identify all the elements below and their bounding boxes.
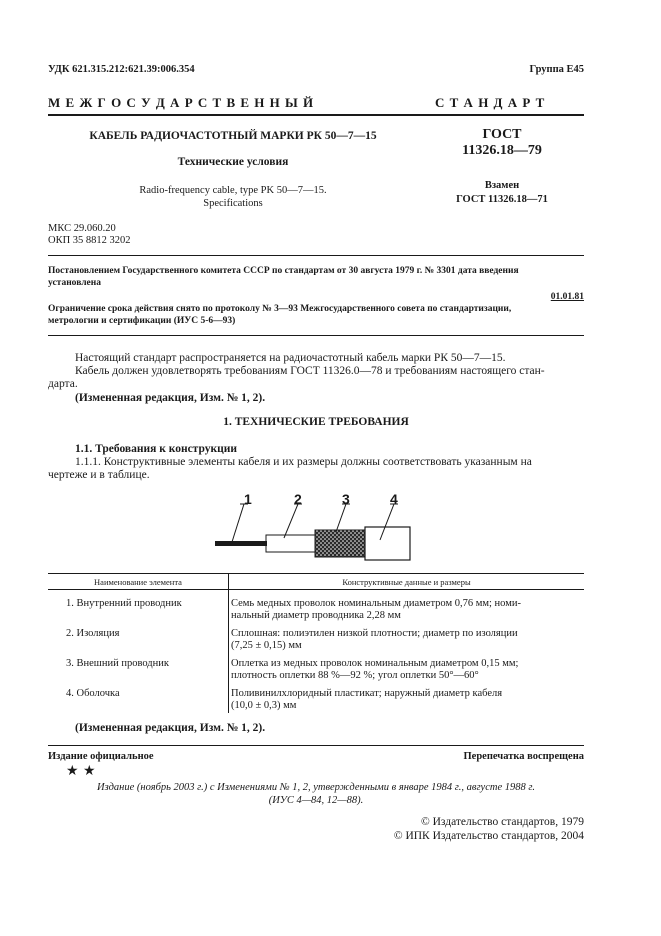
official-edition: Издание официальное: [48, 751, 154, 762]
table-column-rule: [228, 573, 229, 713]
udk-code: УДК 621.315.212:621.39:006.354: [48, 64, 195, 75]
english-title: Radio-frequency cable, type PK 50—7—15.: [139, 185, 327, 196]
decree-text-line1: Постановлением Государственного комитета СССР по стандартам от 30 августа 1979 г. № 3301 дата введения: [48, 266, 519, 276]
limit-text-line1: Ограничение срока действия снято по протоколу № 3—93 Межгосударственного совета по стандартизации,: [48, 304, 512, 314]
table-row-3-name: 3. Внешний проводник: [66, 658, 169, 669]
table-row-2-data-line1: Сплошная: полиэтилен низкой плотности; диаметр по изоляции: [231, 628, 518, 639]
copyright-2004: © ИПК Издательство стандартов, 2004: [393, 830, 584, 842]
callout-1: 1: [244, 491, 252, 507]
limit-text-line2: метрологии и сертификации (ИУС 5-6—93): [48, 316, 236, 326]
group-code: Группа Е45: [529, 64, 584, 75]
table-header-element: Наименование элемента: [94, 577, 182, 587]
table-row-2-name: 2. Изоляция: [66, 628, 120, 639]
jacket-shape: [365, 527, 410, 560]
stars: ★ ★: [66, 763, 96, 779]
table-row-3-data-line1: Оплетка из медных проволок номинальным диаметром 0,15 мм;: [231, 658, 519, 669]
english-subtitle: Specifications: [203, 198, 263, 209]
document-subtitle: Технические условия: [177, 156, 289, 168]
codes-rule: [48, 255, 584, 256]
edition-note-line1: Издание (ноябрь 2003 г.) с Изменениями № 1, 2, утвержденными в январе 1984 г., августе 1988 г.: [97, 782, 535, 793]
table-row-4-data-line2: (10,0 ± 0,3) мм: [231, 700, 297, 711]
decree-text-line2: установлена: [48, 278, 101, 288]
table-top-rule: [48, 573, 584, 574]
table-row-2-data-line2: (7,25 ± 0,15) мм: [231, 640, 302, 651]
insulation-shape: [266, 535, 321, 552]
table-header-rule: [48, 589, 584, 590]
table-row-4-name: 4. Оболочка: [66, 688, 120, 699]
intro-paragraph-2-line1: Кабель должен удовлетворять требованиям ГОСТ 11326.0—78 и требованиям настоящего стан-: [75, 365, 545, 377]
introduction-date: 01.01.81: [550, 292, 584, 302]
table-header-data: Конструктивные данные и размеры: [342, 577, 471, 587]
table-row-1-name: 1. Внутренний проводник: [66, 598, 182, 609]
table-row-1-data-line1: Семь медных проволок номинальным диаметром 0,76 мм; номи-: [231, 598, 521, 609]
banner-right: С Т А Н Д А Р Т: [435, 95, 546, 110]
clause-text-line2: чертеже и в таблице.: [48, 469, 150, 481]
mks-code: МКС 29.060.20: [48, 223, 116, 234]
edition-note-line2: (ИУС 4—84, 12—88).: [268, 795, 364, 806]
footer-rule: [48, 745, 584, 746]
subsection-heading: 1.1. Требования к конструкции: [75, 443, 237, 455]
intro-paragraph-2-line2: дарта.: [48, 378, 78, 390]
table-row-1-data-line2: нальный диаметр проводника 2,28 мм: [231, 610, 401, 621]
copyright-1979: © Издательство стандартов, 1979: [420, 816, 584, 828]
okp-code: ОКП 35 8812 3202: [48, 235, 131, 246]
amendment-note-1: (Измененная редакция, Изм. № 1, 2).: [75, 392, 266, 404]
replaces-label: Взамен: [484, 180, 520, 191]
amendment-note-2: (Измененная редакция, Изм. № 1, 2).: [75, 722, 266, 734]
gost-label: ГОСТ: [482, 127, 522, 142]
intro-paragraph-1: Настоящий стандарт распространяется на радиочастотный кабель марки РК 50—7—15.: [75, 352, 506, 364]
replaces-value: ГОСТ 11326.18—71: [456, 194, 548, 205]
callout-3: 3: [342, 491, 350, 507]
banner-left: М Е Ж Г О С У Д А Р С Т В Е Н Н Ы Й: [48, 95, 315, 110]
table-row-4-data-line1: Поливинилхлоридный пластикат; наружный диаметр кабеля: [231, 688, 503, 699]
callout-4: 4: [390, 491, 398, 507]
reprint-prohibited: Перепечатка воспрещена: [463, 751, 584, 762]
document-title: КАБЕЛЬ РАДИОЧАСТОТНЫЙ МАРКИ РК 50—7—15: [89, 130, 377, 142]
clause-text-line1: 1.1.1. Конструктивные элементы кабеля и их размеры должны соответствовать указанным на: [75, 456, 532, 468]
table-row-3-data-line2: плотность оплетки 88 %—92 %; угол оплетки 50°—60°: [231, 670, 479, 681]
gost-number: 11326.18—79: [462, 143, 542, 158]
section-heading: 1. ТЕХНИЧЕСКИЕ ТРЕБОВАНИЯ: [223, 416, 409, 428]
banner-rule: [48, 114, 584, 116]
callout-2: 2: [294, 491, 302, 507]
outer-conductor-shape: [315, 530, 365, 557]
cable-drawing: [210, 488, 420, 568]
decree-rule: [48, 335, 584, 336]
